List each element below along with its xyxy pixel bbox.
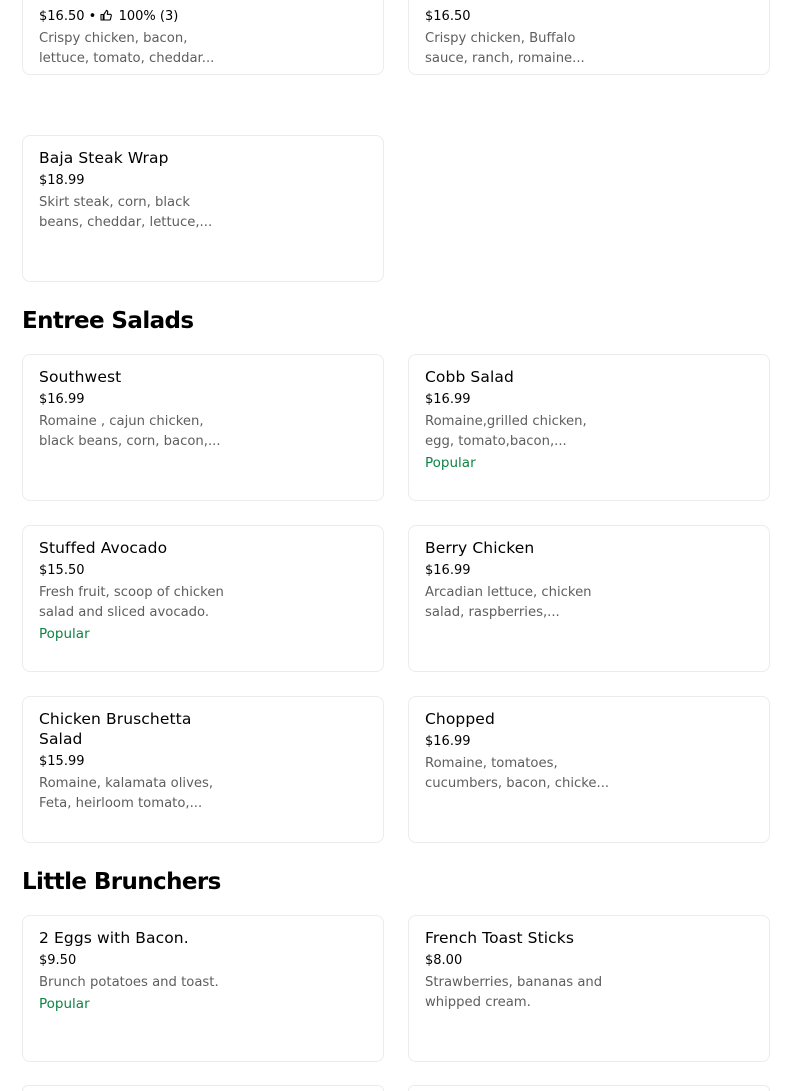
- popular-badge: Popular: [39, 626, 90, 642]
- menu-item-card[interactable]: [408, 696, 770, 843]
- menu-item-card[interactable]: [22, 0, 384, 75]
- item-description: Romaine , cajun chicken, black beans, corn, bacon,...: [39, 414, 221, 449]
- item-description: Crispy chicken, Buffalo sauce, ranch, romaine...: [425, 31, 585, 66]
- item-rating: 100% (3): [118, 9, 179, 24]
- item-title: Chicken Bruschetta Salad: [39, 710, 192, 748]
- item-price: $16.99: [425, 734, 471, 749]
- item-description: Romaine, tomatoes, cucumbers, bacon, chicke...: [425, 756, 610, 791]
- item-title: Baja Steak Wrap: [39, 149, 169, 167]
- item-price: $16.50: [39, 9, 85, 24]
- menu-item-card[interactable]: [22, 135, 384, 282]
- item-price: $18.99: [39, 173, 85, 188]
- item-price-row: $16.50 • 100% (3): [39, 9, 179, 24]
- menu-item-card[interactable]: [408, 1085, 770, 1091]
- item-price: $15.50: [39, 563, 85, 578]
- item-description: Crispy chicken, bacon, lettuce, tomato, cheddar...: [39, 31, 215, 66]
- popular-badge: Popular: [425, 455, 476, 471]
- item-price: $9.50: [39, 953, 77, 968]
- item-title: Southwest: [39, 368, 122, 386]
- item-price: $15.99: [39, 754, 85, 769]
- menu-item-card[interactable]: [408, 0, 770, 75]
- item-description: Strawberries, bananas and whipped cream.: [425, 975, 603, 1010]
- item-description: Romaine,grilled chicken, egg, tomato,bacon,...: [425, 414, 587, 449]
- item-price: $16.99: [425, 563, 471, 578]
- item-price: $16.99: [425, 392, 471, 407]
- menu-item-card[interactable]: [408, 525, 770, 672]
- item-price: $8.00: [425, 953, 463, 968]
- menu-item-card[interactable]: [22, 354, 384, 501]
- item-title: 2 Eggs with Bacon.: [39, 929, 189, 947]
- item-price: $16.50: [425, 9, 471, 24]
- menu-item-card[interactable]: [22, 525, 384, 672]
- menu-item-card[interactable]: [22, 1085, 384, 1091]
- item-title: Berry Chicken: [425, 539, 535, 557]
- menu-item-card[interactable]: [22, 915, 384, 1062]
- item-description: Skirt steak, corn, black beans, cheddar, lettuce,...: [39, 195, 213, 230]
- item-title: Cobb Salad: [425, 368, 514, 386]
- section-title-little-brunchers: Little Brunchers: [22, 869, 221, 895]
- item-description: Romaine, kalamata olives, Feta, heirloom tomato,...: [39, 776, 214, 811]
- item-description: Brunch potatoes and toast.: [39, 975, 219, 990]
- item-description: Fresh fruit, scoop of chicken salad and sliced avocado.: [39, 585, 224, 620]
- item-title: French Toast Sticks: [425, 929, 575, 947]
- item-title: Stuffed Avocado: [39, 539, 168, 557]
- thumbs-up-icon: [100, 9, 112, 21]
- menu-item-card[interactable]: [408, 915, 770, 1062]
- menu-item-card[interactable]: [408, 354, 770, 501]
- item-title: Chopped: [425, 710, 495, 728]
- item-description: Arcadian lettuce, chicken salad, raspberries,...: [425, 585, 592, 620]
- menu-item-card[interactable]: [22, 696, 384, 843]
- popular-badge: Popular: [39, 996, 90, 1012]
- section-title-entree-salads: Entree Salads: [22, 308, 194, 334]
- item-price: $16.99: [39, 392, 85, 407]
